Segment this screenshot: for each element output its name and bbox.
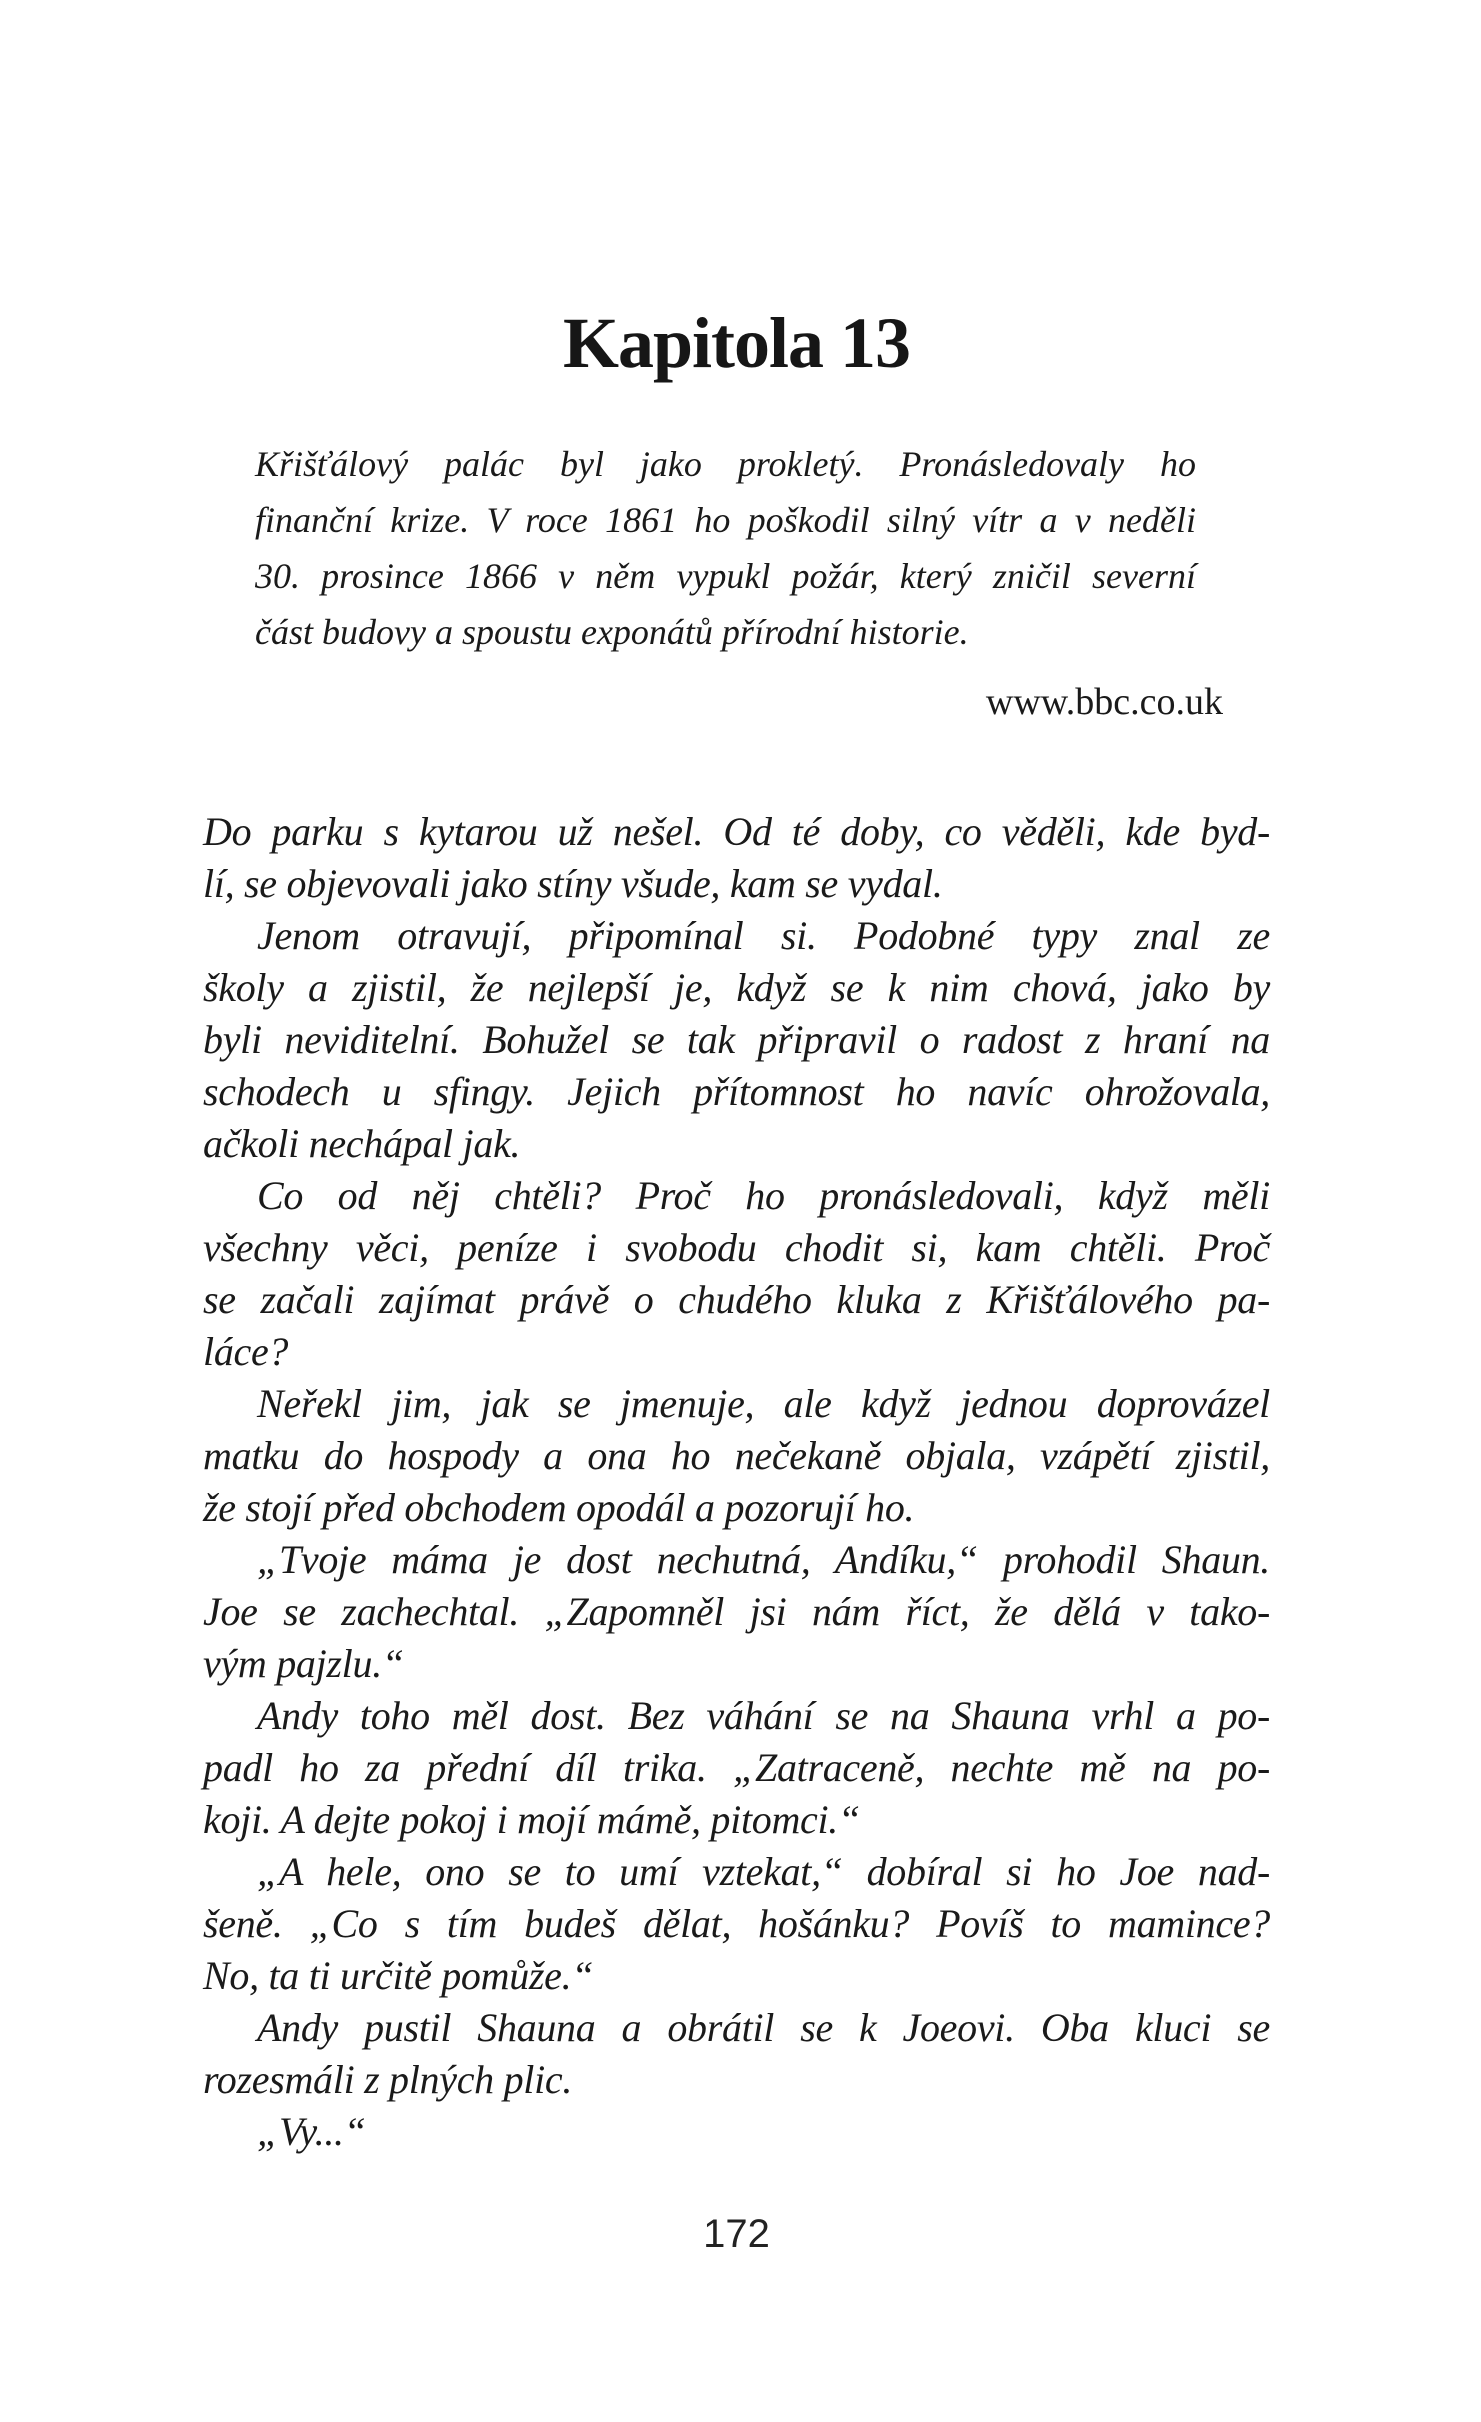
text-line: No, ta ti určitě pomůže.“ [203, 1953, 594, 1998]
text-line: šeně. „Co s tím budeš dělat, hošánku? Povíš to mamince? [203, 1901, 1270, 1946]
body-text [203, 806, 1270, 2158]
text-line: koji. A dejte pokoj i mojí mámě, pitomci.“ [203, 1797, 860, 1842]
paragraph [203, 1170, 1270, 1378]
text-line: všechny věci, peníze i svobodu chodit si, kam chtěli. Proč [203, 1225, 1270, 1270]
text-line: že stojí před obchodem opodál a pozorují ho. [203, 1485, 915, 1530]
text-line: Co od něj chtěli? Proč ho pronásledovali, když měli [257, 1173, 1270, 1218]
paragraph [203, 2106, 1270, 2158]
text-line: rozesmáli z plných plic. [203, 2057, 573, 2102]
paragraph [203, 806, 1270, 910]
chapter-title: Kapitola 13 [562, 303, 911, 383]
text-line: „Vy...“ [257, 2109, 366, 2154]
epigraph [255, 436, 1196, 660]
text-line: matku do hospody a ona ho nečekaně objala, vzápětí zjistil, [203, 1433, 1270, 1478]
text-line: ačkoli nechápal jak. [203, 1121, 521, 1166]
paragraph [203, 1378, 1270, 1534]
text-line: Joe se zachechtal. „Zapomněl jsi nám říct, že dělá v tako- [203, 1589, 1270, 1634]
text-line: školy a zjistil, že nejlepší je, když se k nim chová, jako by [203, 965, 1270, 1010]
text-line: lí, se objevovali jako stíny všude, kam se vydal. [203, 861, 943, 906]
text-line: padl ho za přední díl trika. „Zatraceně, nechte mě na po- [203, 1745, 1270, 1790]
text-line: byli neviditelní. Bohužel se tak připravil o radost z hraní na [203, 1017, 1270, 1062]
text-line: Andy toho měl dost. Bez váhání se na Shauna vrhl a po- [257, 1693, 1270, 1738]
text-line: část budovy a spoustu exponátů přírodní historie. [255, 612, 969, 652]
text-line: Neřekl jim, jak se jmenuje, ale když jednou doprovázel [257, 1381, 1270, 1426]
text-line: Do parku s kytarou už nešel. Od té doby, co věděli, kde byd- [203, 809, 1270, 854]
text-line: Křišťálový palác byl jako prokletý. Pronásledovaly ho [255, 444, 1196, 484]
text-line: schodech u sfingy. Jejich přítomnost ho navíc ohrožovala, [203, 1069, 1270, 1114]
text-line: Andy pustil Shauna a obrátil se k Joeovi. Oba kluci se [257, 2005, 1270, 2050]
text-line: „A hele, ono se to umí vztekat,“ dobíral si ho Joe nad- [257, 1849, 1270, 1894]
text-line: Jenom otravují, připomínal si. Podobné typy znal ze [257, 913, 1270, 958]
paragraph [203, 2002, 1270, 2106]
page-number: 172 [703, 2212, 770, 2256]
text-line: vým pajzlu.“ [203, 1641, 404, 1686]
text-line: láce? [203, 1329, 289, 1374]
paragraph [203, 910, 1270, 1170]
text-line: 30. prosince 1866 v něm vypukl požár, který zničil severní [255, 556, 1196, 596]
paragraph [203, 1846, 1270, 2002]
text-line: finanční krize. V roce 1861 ho poškodil silný vítr a v neděli [255, 500, 1196, 540]
text-line: „Tvoje máma je dost nechutná, Andíku,“ prohodil Shaun. [257, 1537, 1270, 1582]
paragraph [203, 1534, 1270, 1690]
epigraph-attribution: www.bbc.co.uk [985, 681, 1223, 723]
text-line: se začali zajímat právě o chudého kluka z Křišťálového pa- [203, 1277, 1270, 1322]
paragraph [203, 1690, 1270, 1846]
